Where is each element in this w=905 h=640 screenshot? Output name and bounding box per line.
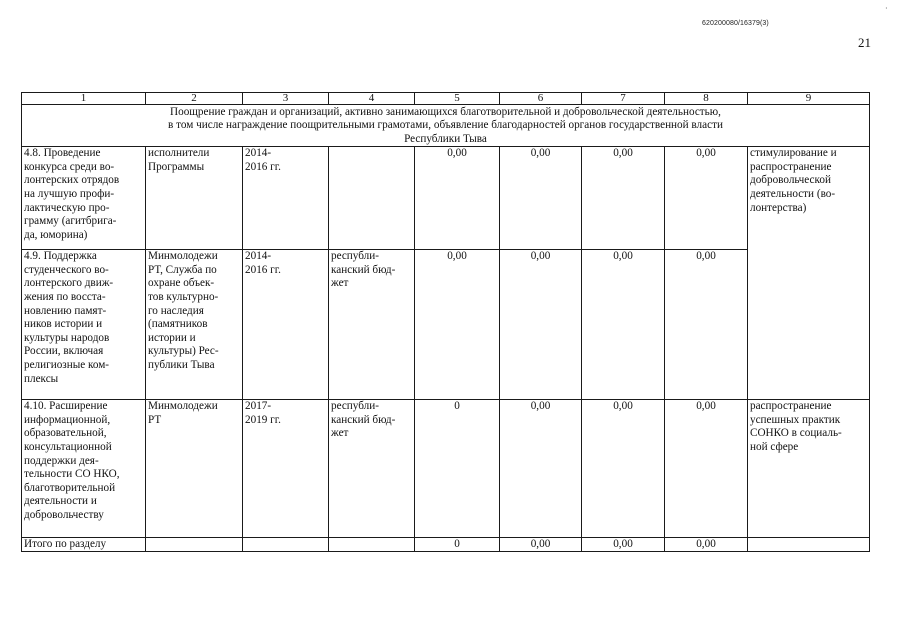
text-line: лактическую про- <box>24 201 110 214</box>
text-line: канский бюд- <box>331 413 396 426</box>
text-line: образовательной, <box>24 427 107 440</box>
text-line: республи- <box>331 250 379 263</box>
text-line: России, включая <box>24 345 104 358</box>
value-cell: 0,00 <box>665 147 748 250</box>
text-line: 4.8. Проведение <box>24 147 101 160</box>
text-line: поддержки дея- <box>24 454 99 467</box>
value-cell: 0,00 <box>665 400 748 538</box>
funding-source-cell <box>329 400 415 538</box>
column-number: 2 <box>146 93 243 105</box>
funding-source-cell <box>329 147 415 250</box>
text-line: лонтерства) <box>750 201 807 214</box>
text-line: лонтерских отрядов <box>24 174 120 187</box>
text-line: благотворительной <box>24 481 116 494</box>
text-line: (памятников <box>148 318 208 331</box>
expected-result-cell <box>748 400 870 538</box>
text-line: новлению памят- <box>24 304 107 317</box>
empty-cell <box>748 538 870 552</box>
event-cell <box>22 147 146 250</box>
value-cell: 0,00 <box>415 250 500 400</box>
text-line: РТ, Служба по <box>148 263 217 276</box>
column-number: 4 <box>329 93 415 105</box>
text-line: стимулирование и <box>750 147 837 160</box>
text-line: плексы <box>24 372 59 385</box>
text-line: 2016 гг. <box>245 263 281 276</box>
text-line: жет <box>331 427 349 440</box>
text-line: Программы <box>148 160 205 173</box>
text-line: тов культурно- <box>148 291 219 303</box>
text-line: го наследия <box>148 304 204 317</box>
event-cell <box>22 250 146 400</box>
value-cell: 0,00 <box>582 250 665 400</box>
text-line: охране объек- <box>148 277 215 290</box>
table-row <box>22 400 870 538</box>
text-line: 2019 гг. <box>245 413 281 426</box>
event-cell <box>22 400 146 538</box>
text-line: да, юморина) <box>24 228 88 241</box>
text-line: грамму (агитбрига- <box>24 215 117 228</box>
text-line: исполнители <box>148 147 210 160</box>
text-line: консультационной <box>24 441 112 453</box>
executor-cell <box>146 147 243 250</box>
total-value: 0,00 <box>500 538 582 552</box>
text-line: успешных практик <box>750 413 841 426</box>
text-line: жет <box>331 277 349 290</box>
section-title-row <box>22 105 870 147</box>
text-line: деятельности (во- <box>750 188 836 200</box>
total-value: 0,00 <box>665 538 748 552</box>
section-title-line: Республики Тыва <box>404 132 487 145</box>
column-number: 5 <box>415 93 500 105</box>
column-number: 6 <box>500 93 582 105</box>
text-line: религиозные ком- <box>24 358 110 371</box>
executor-cell <box>146 250 243 400</box>
column-number: 3 <box>243 93 329 105</box>
corner-mark: · <box>885 4 888 13</box>
section-title <box>22 105 870 147</box>
column-number: 7 <box>582 93 665 105</box>
text-line: распространение <box>750 400 832 413</box>
column-number-row <box>22 93 870 105</box>
column-number: 8 <box>665 93 748 105</box>
table-row <box>22 250 870 400</box>
text-line: публики Тыва <box>148 358 215 371</box>
text-line: СОНКО в социаль- <box>750 427 842 440</box>
empty-cell <box>243 538 329 552</box>
text-line: РТ <box>148 413 162 426</box>
empty-cell <box>146 538 243 552</box>
text-line: студенческого во- <box>24 263 109 276</box>
page-number: 21 <box>858 35 871 50</box>
program-table <box>21 92 870 552</box>
text-line: 2016 гг. <box>245 160 281 173</box>
period-cell <box>243 400 329 538</box>
value-cell: 0 <box>415 400 500 538</box>
text-line: ников истории и <box>24 318 103 331</box>
period-cell <box>243 250 329 400</box>
text-line: 4.10. Расширение <box>24 400 108 413</box>
text-line: канский бюд- <box>331 263 396 276</box>
value-cell: 0,00 <box>500 147 582 250</box>
text-line: Минмолодежи <box>148 400 218 413</box>
text-line: 4.9. Поддержка <box>24 250 97 263</box>
text-line: конкурса среди во- <box>24 160 115 173</box>
value-cell: 0,00 <box>582 400 665 538</box>
text-line: распространение <box>750 160 832 173</box>
expected-result-cell <box>748 147 870 400</box>
text-line: Минмолодежи <box>148 250 218 263</box>
total-label: Итого по разделу <box>22 538 146 552</box>
value-cell: 0,00 <box>500 250 582 400</box>
text-line: на лучшую профи- <box>24 188 115 200</box>
text-line: 2014- <box>245 250 272 263</box>
column-number: 1 <box>22 93 146 105</box>
text-line: культуры) Рес- <box>148 345 219 358</box>
text-line: 2017- <box>245 400 272 413</box>
total-value: 0 <box>415 538 500 552</box>
empty-cell <box>329 538 415 552</box>
total-row <box>22 538 870 552</box>
table-row <box>22 147 870 250</box>
text-line: жения по восста- <box>24 291 106 303</box>
text-line: тельности СО НКО, <box>24 468 120 481</box>
text-line: ной сфере <box>750 441 799 453</box>
period-cell <box>243 147 329 250</box>
value-cell: 0,00 <box>582 147 665 250</box>
total-value: 0,00 <box>582 538 665 552</box>
section-title-line: Поощрение граждан и организаций, активно занимающихся благотворительной и добровольческой деятельностью, <box>170 106 721 118</box>
text-line: деятельности и <box>24 495 97 508</box>
funding-source-cell <box>329 250 415 400</box>
value-cell: 0,00 <box>500 400 582 538</box>
value-cell: 0,00 <box>415 147 500 250</box>
text-line: добровольчеству <box>24 508 104 521</box>
text-line: добровольческой <box>750 174 831 187</box>
value-cell: 0,00 <box>665 250 748 400</box>
section-title-line: в том числе награждение поощрительными грамотами, объявление благодарностей органов государственной власти <box>168 119 723 132</box>
executor-cell <box>146 400 243 538</box>
text-line: лонтерского движ- <box>24 277 114 290</box>
document-code: 620200080/16379(3) <box>702 20 769 27</box>
column-number: 9 <box>748 93 870 105</box>
text-line: информационной, <box>24 413 111 426</box>
text-line: 2014- <box>245 147 272 160</box>
text-line: истории и <box>148 331 196 344</box>
text-line: культуры народов <box>24 331 110 344</box>
text-line: республи- <box>331 400 379 413</box>
